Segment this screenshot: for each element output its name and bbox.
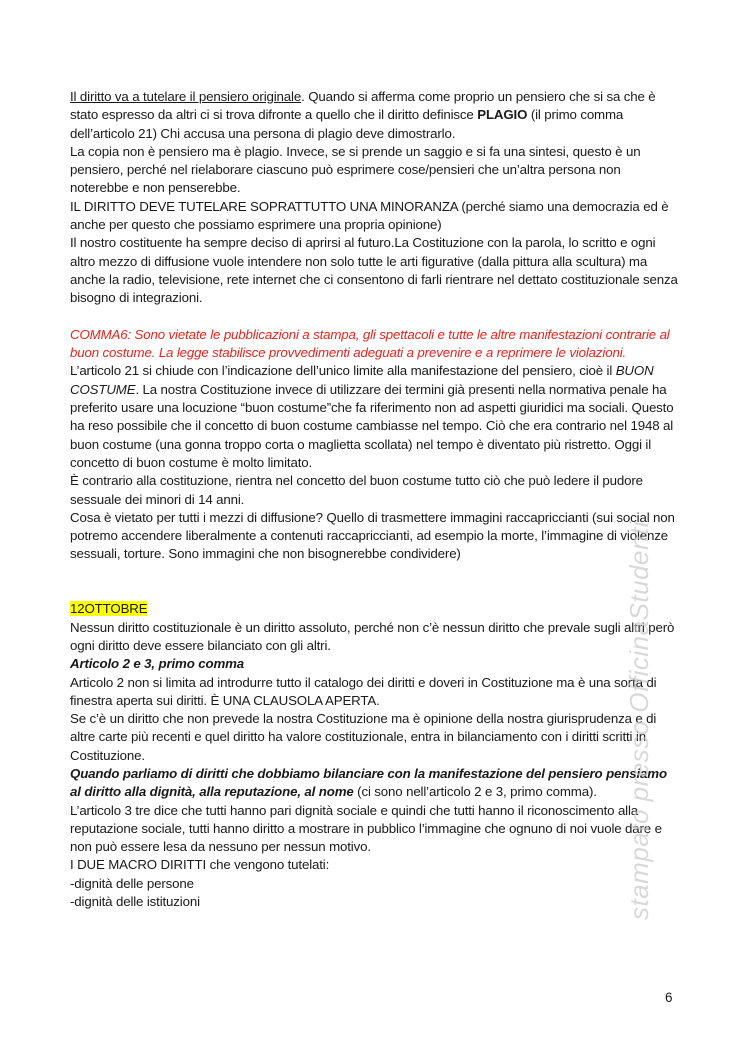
date-heading: 12OTTOBRE	[70, 601, 148, 617]
paragraph-giurisprudenza: Se c’è un diritto che non prevede la nostra Costituzione ma è opinione della nostra giurisprudenza e di altre carte più recenti e quel diritto ha valore costituzionale, entra in bilanciamento con i diritti scritti in Costituzione.	[70, 711, 657, 763]
bold-term-plagio: PLAGIO	[477, 107, 528, 123]
comma6-quote: COMMA6: Sono vietate le pubblicazioni a stampa, gli spettacoli e tutte le altre manifestazioni contrarie al buon costume. La legge stabilisce provvedimenti adeguati a prevenire e a reprimere le violazioni.	[70, 326, 670, 361]
paragraph-articolo-2: Articolo 2 non si limita ad introdurre tutto il catalogo dei diritti e doveri in Costituzione ma è una sorta di finestra aperta sui diritti. È UNA CLAUSOLA APERTA.	[70, 674, 657, 708]
underlined-text: Il diritto va a tutelare il pensiero originale	[70, 89, 302, 104]
italic-term-buon-costume: BUON COSTUME	[70, 363, 654, 397]
text-span: (il primo comma dell’articolo 21) Chi accusa una persona di plagio deve dimostrarlo.	[70, 107, 624, 141]
spacer	[70, 564, 680, 601]
list-item: -dignità delle persone	[70, 875, 194, 891]
paragraph-articolo-3: L’articolo 3 tre dice che tutti hanno pari dignità sociale e quindi che tutti hanno il riconoscimento alla reputazione sociale, tutti hanno diritto a mostrare in pubblico l’immagine che ognuno di noi vuole dare e non può essere lesa da nessuno per nessun motivo.	[70, 802, 662, 855]
paragraph-plagio	[70, 88, 680, 143]
list-item: -dignità delle istituzioni	[70, 894, 200, 910]
paragraph-minoranza: IL DIRITTO DEVE TUTELARE SOPRATTUTTO UNA MINORANZA (perché siamo una democrazia ed è anche per questo che possiamo esprimere una propria opinione)	[70, 198, 669, 233]
watermark: stampato presso OfficinaStudenti	[624, 521, 654, 920]
text-span: (ci sono nell’articolo 2 e 3, primo comma).	[353, 784, 597, 800]
text-span: . Quando si afferma come proprio un pensiero che si sa che è stato espresso da altri ci si trova difronte a quello che il diritto definisce	[70, 89, 656, 123]
paragraph-pudore: È contrario alla costituzione, rientra nel concetto del buon costume tutto ciò che può ledere il pudore sessuale dei minori di 14 anni.	[70, 473, 643, 507]
paragraph-buon-costume	[70, 362, 680, 472]
bold-italic-text: Quando parliamo di diritti che dobbiamo bilanciare con la manifestazione del pensiero pensiamo al diritto alla dignità, alla reputazione, al nome	[70, 765, 667, 800]
date-heading-wrapper	[70, 600, 680, 618]
subheading-articolo: Articolo 2 e 3, primo comma	[70, 656, 245, 672]
paragraph-bilanciare	[70, 765, 680, 802]
text-span: L’articolo 21 si chiude con l’indicazione dell’unico limite alla manifestazione del pensiero, cioè il	[70, 363, 616, 379]
text-span: . La nostra Costituzione invece di utilizzare dei termini già presenti nella normativa penale ha preferito usare una locuzione “buon costume”che fa riferimento non ad aspetti giuridici ma sociali. Questo ha reso possibile che il concetto di buon costume cambiasse nel tempo. Ciò che era contrario nel 1948 al buon costume (una gonna troppo corta o maglietta scollata) nel tempo è diventato più ristretto. Oggi il concetto di buon costume è molto limitato.	[70, 381, 674, 470]
paragraph-vietato: Cosa è vietato per tutti i mezzi di diffusione? Quello di trasmettere immagini raccapriccianti (sui social non potremo accendere liberalmente a contenuti raccapriccianti, ad esempio la morte, l’immagine di violenze sessuali, torture. Sono immagini che non bisognerebbe condividere)	[70, 509, 675, 562]
page-number: 6	[665, 990, 673, 1005]
paragraph-costituente: Il nostro costituente ha sempre deciso di aprirsi al futuro.La Costituzione con la parola, lo scritto e ogni altro mezzo di diffusione vuole intendere non solo tutte le arti figurative (dalla pittura alla scultura) ma anche la radio, televisione, rete internet che ci consentono di farli rientrare nel dettato costituzionale senza bisogno di integrazioni.	[70, 235, 678, 306]
paragraph-assoluto: Nessun diritto costituzionale è un diritto assoluto, perché non c’è nessun diritto che prevale sugli altri però ogni diritto deve essere bilanciato con gli altri.	[70, 619, 675, 653]
document-page	[70, 88, 680, 911]
paragraph-copia: La copia non è pensiero ma è plagio. Invece, se si prende un saggio e si fa una sintesi, questo è un pensiero, perché nel rielaborare ciascuno può esprimere cose/pensieri che un’altra persona non noterebbe e non penserebbe.	[70, 143, 641, 196]
paragraph-macro-diritti: I DUE MACRO DIRITTI che vengono tutelati:	[70, 857, 330, 873]
spacer	[70, 308, 680, 326]
